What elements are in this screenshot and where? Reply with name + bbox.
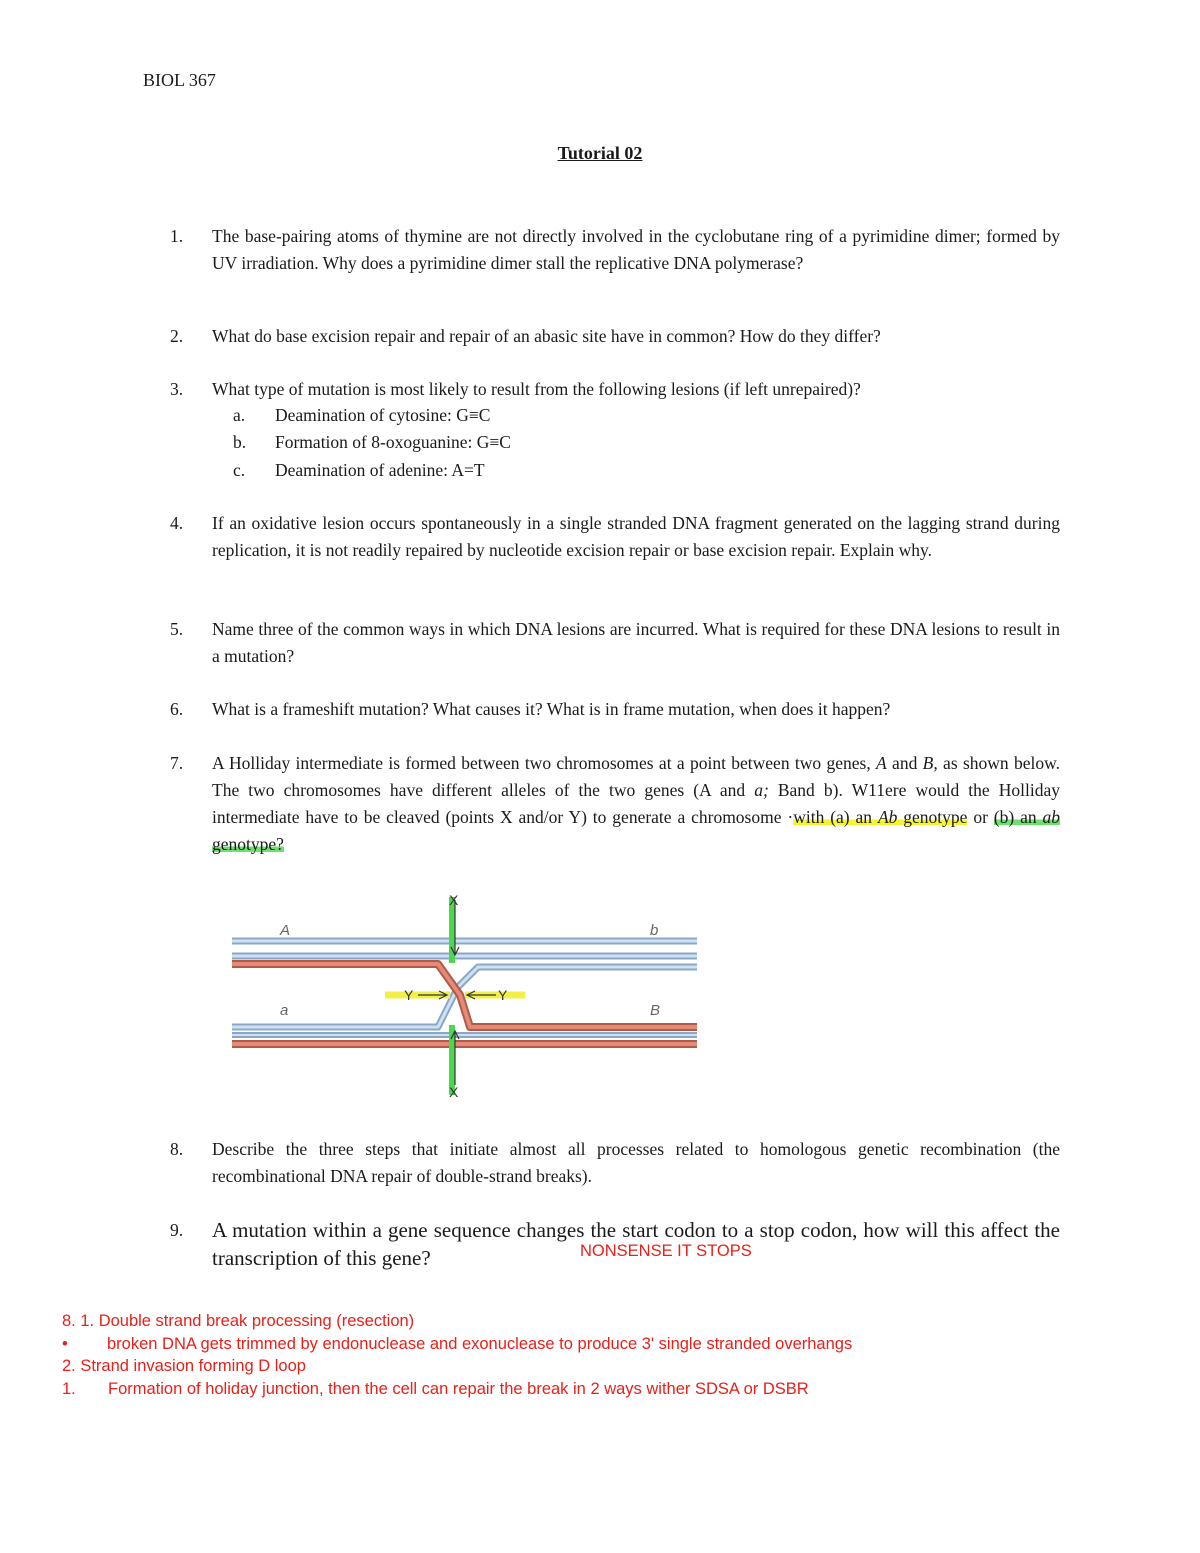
gene-label-B: B	[650, 1002, 661, 1019]
y-label-left: Y	[404, 987, 414, 1003]
question-1: 1. The base-pairing atoms of thymine are not directly involved in the cyclobutane ring of a pyrimidine dimer; formed by UV irradiation. Why does a pyrimidine dimer stall the replicative DNA polymerase?	[170, 226, 1060, 273]
q3-item-b: b. Formation of 8-oxoguanine: G≡C	[233, 432, 511, 452]
page-title: Tutorial 02	[557, 143, 643, 163]
q8-note-4: 1. Formation of holiday junction, then the cell can repair the break in 2 ways wither SDSA or DSBR	[62, 1379, 809, 1398]
gene-label-b: b	[650, 922, 659, 939]
question-3: 3. What type of mutation is most likely to result from the following lesions (if left unrepaired)?	[170, 379, 861, 399]
question-7: 7. A Holliday intermediate is formed between two chromosomes at a point between two genes, A and B, as shown below. The two chromosomes have different alleles of the two genes (A and a; Band b). W11ere would the Holliday intermediate have to be cleaved (points X and/or Y) to generate a chromosome ·with (a) an Ab genotype or (b) an ab genotype?	[170, 753, 1060, 854]
y-label-right: Y	[498, 987, 508, 1003]
highlight-ab-genotype: with (a) an Ab genotype	[793, 807, 968, 827]
question-5: 5. Name three of the common ways in which DNA lesions are incurred. What is required for these DNA lesions to result in a mutation?	[170, 619, 1060, 666]
holliday-junction-diagram	[220, 885, 720, 1105]
q8-note-3: 2. Strand invasion forming D loop	[62, 1357, 306, 1375]
x-label-bottom: X	[449, 1084, 459, 1100]
q8-answer-notes	[62, 1310, 852, 1400]
gene-label-a: a	[280, 1002, 289, 1019]
question-8: 8. Describe the three steps that initiate almost all processes related to homologous genetic recombination (the recombinational DNA repair of double-strand breaks).	[170, 1139, 1060, 1186]
question-6: 6. What is a frameshift mutation? What causes it? What is in frame mutation, when does it happen?	[170, 699, 891, 719]
highlight-ab-lower-genotype: (b) an ab genotype?	[212, 807, 1060, 854]
question-9: 9. A mutation within a gene sequence changes the start codon to a stop codon, how will this affect the transcription of this gene?	[170, 1218, 1060, 1270]
q9-answer: NONSENSE IT STOPS	[580, 1242, 752, 1260]
q3-item-a: a. Deamination of cytosine: G≡C	[233, 405, 491, 425]
course-code: BIOL 367	[143, 70, 216, 90]
question-4: 4. If an oxidative lesion occurs spontaneously in a single stranded DNA fragment generated on the lagging strand during replication, it is not readily repaired by nucleotide excision repair or base excision repair. Explain why.	[170, 513, 1060, 560]
gene-label-A: A	[280, 922, 291, 939]
x-label-top: X	[449, 892, 459, 908]
q8-note-1: 8. 1. Double strand break processing (resection)	[62, 1312, 415, 1330]
q8-note-2: • broken DNA gets trimmed by endonuclease and exonuclease to produce 3' single stranded overhangs	[62, 1334, 853, 1353]
question-2: 2. What do base excision repair and repair of an abasic site have in common? How do they differ?	[170, 326, 881, 346]
q3-item-c: c. Deamination of adenine: A=T	[233, 460, 485, 480]
